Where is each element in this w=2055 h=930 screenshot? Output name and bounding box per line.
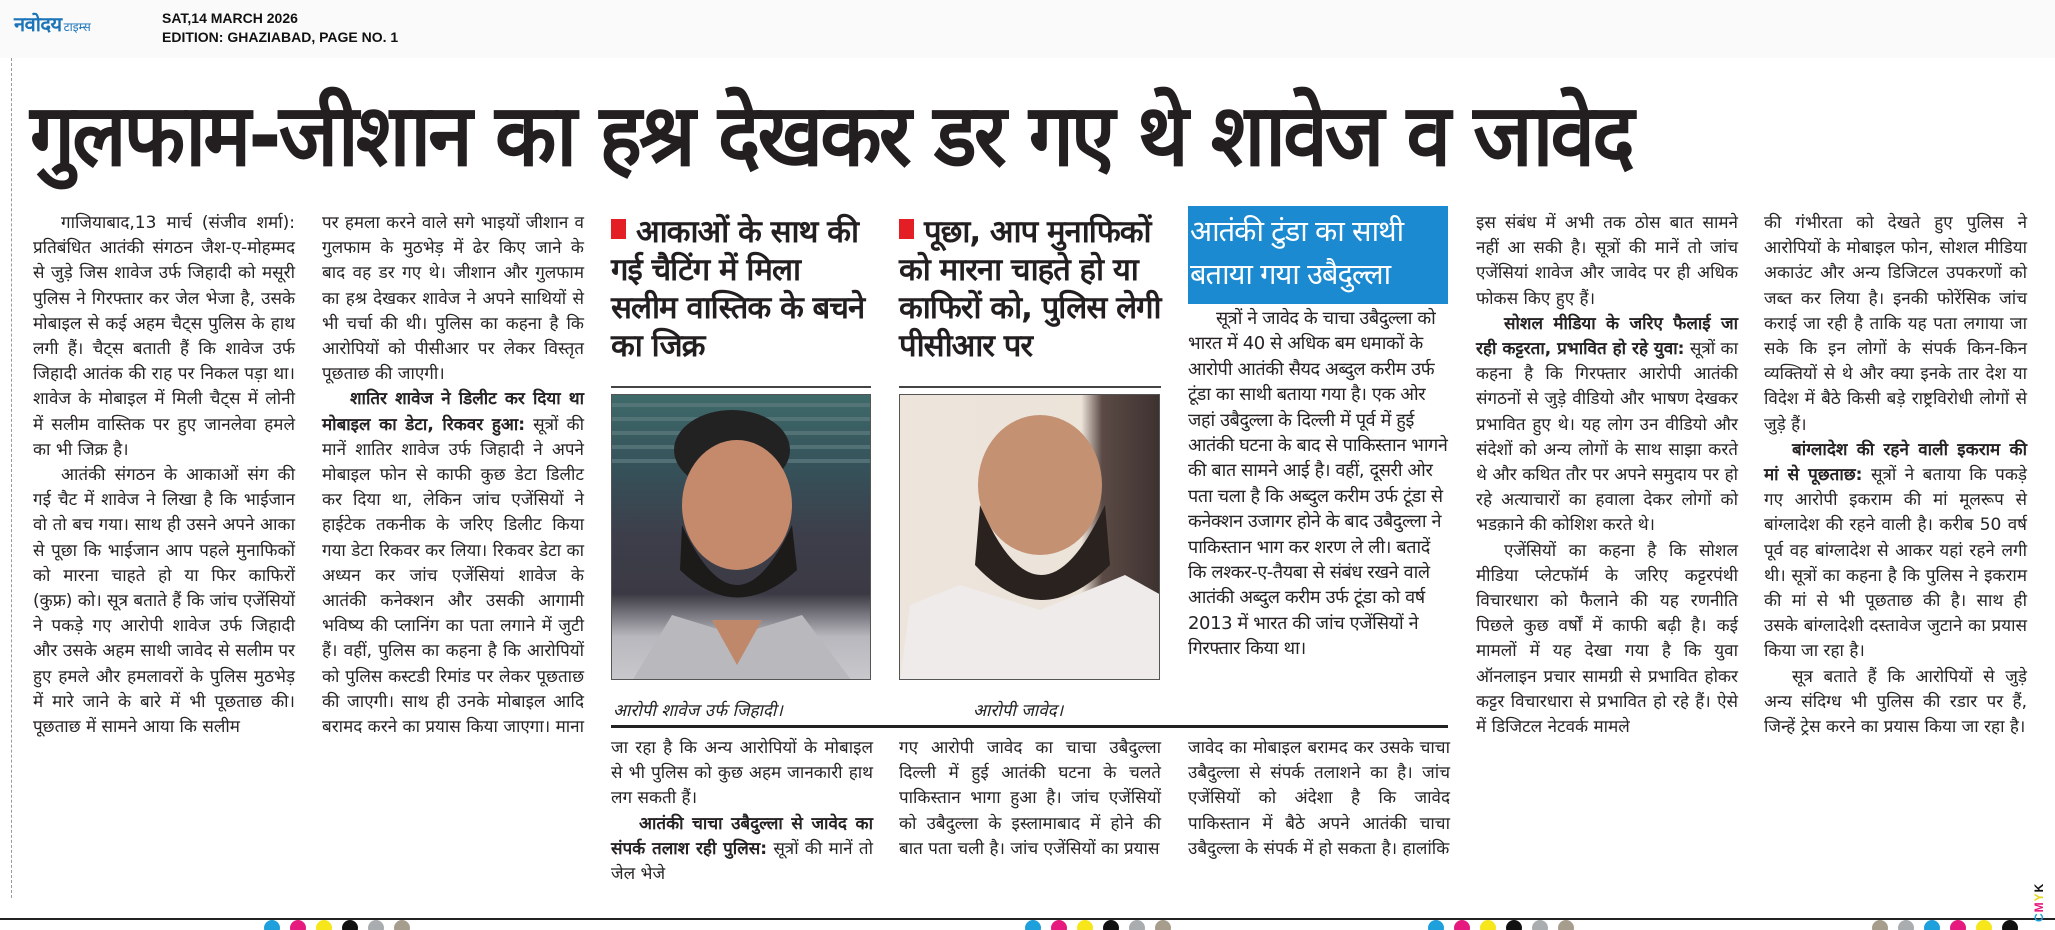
bottom-rule	[0, 918, 2055, 920]
registration-dot-tan	[1558, 920, 1574, 930]
paragraph: सूत्रों का कहना है कि गिरफ्तार आरोपी आतंकी संगठनों से जुड़े वीडियो और भाषण देखकर प्रभावित हुए थे। यह लोग उन वीडियो और संदेशों को अन्य लोगों के साथ साझा करते थे और कथित तौर पर अपने समुदाय पर हो रहे अत्याचारों का हवाला देकर लोगों को भडक़ाने की कोशिश करते थे।	[1476, 339, 1738, 536]
paragraph: इस संबंध में अभी तक ठोस बात सामने नहीं आ सकी है। सूत्रों की मानें तो जांच एजेंसियां शावेज और जावेद पर ही अधिक फोकस किए हुए हैं।	[1476, 213, 1738, 309]
person-photo-icon	[612, 395, 871, 680]
paragraph: सूत्रों की मानें तो जेल भेजे	[611, 838, 873, 885]
paragraph: सूत्र बताते हैं कि आरोपियों से जुड़े अन्य संदिग्ध भी पुलिस की रडार पर हैं, जिन्हें ट्रेस करने का प्रयास किया जा रहा है।	[1764, 666, 2027, 738]
red-square-icon	[899, 219, 914, 239]
registration-dot-gray	[1898, 920, 1914, 930]
paragraph: सूत्रों ने बताया कि पकड़े गए आरोपी इकराम की मां मूलरूप से बांग्लादेश की रहने वाली है। करीब 50 वर्ष पूर्व वह बांग्लादेश से आकर यहां रहने लगी थी। सूत्रों का कहना है कि पुलिस ने इकराम की मां से भी पूछताछ की है। साथ ही उसके बांग्लादेशी दस्तावेज जुटाने का प्रयास किया जा रहा है।	[1764, 465, 2027, 662]
registration-dot-yellow	[1480, 920, 1496, 930]
registration-dot-magenta	[1454, 920, 1470, 930]
photo-caption-shavez: आरोपी शावेज उर्फ जिहादी।	[613, 701, 783, 721]
paragraph: गए आरोपी जावेद का चाचा उबैदुल्ला दिल्ली में हुई आतंकी घटना के चलते पाकिस्तान भागा हुआ है। जांच एजेंसियों को उबैदुल्ला के इस्लामाबाद में होने की बात पता चली है। जांच एजेंसियों का प्रयास	[899, 738, 1161, 859]
article-column-7	[1764, 211, 2027, 740]
inline-subhead: बांग्लादेश की रहने वाली इकराम की मां से पूछताछ:	[1764, 439, 2027, 486]
registration-dot-magenta	[1051, 920, 1067, 930]
paragraph: जा रहा है कि अन्य आरोपियों के मोबाइल से भी पुलिस को कुछ अहम जानकारी हाथ लग सकती हैं।	[611, 738, 873, 809]
edition-info	[162, 9, 398, 47]
registration-dot-magenta	[1950, 920, 1966, 930]
logo-sub: टाइम्स	[63, 20, 91, 34]
subhead-right: पूछा, आप मुनाफिकों को मारना चाहते हो या काफिरों को, पुलिस लेगी पीसीआर पर	[899, 214, 1161, 364]
subhead-left: आकाओं के साथ की गई चैटिंग में मिला सलीम वास्तिक के बचने का जिक्र	[611, 214, 865, 364]
article-column-2	[322, 211, 584, 740]
issue-date: SAT,14 MARCH 2026	[162, 10, 298, 26]
left-dotted-rule	[11, 58, 12, 898]
sidebar-body: सूत्रों ने जावेद के चाचा उबैदुल्ला को भारत में 40 से अधिक बम धमाकों के आरोपी आतंकी सैयद अब्दुल करीम उर्फ टूंडा का साथी बताया गया है। एक ओर जहां उबैदुल्ला के दिल्ली में पूर्व में हुई आतंकी घटना के बाद से पाकिस्तान भागने की बात सामने आई है। वहीं, दूसरी ओर पता चला है कि अब्दुल करीम उर्फ टूंडा से कनेक्शन उजागर होने के बाद उबैदुल्ला ने पाकिस्तान भाग कर शरण ले ली। बतादें कि लश्कर-ए-तैयबा से संबंध रखने वाले आतंकी अब्दुल करीम उर्फ टूंडा को वर्ष 2013 में भारत की जांच एजेंसियों ने गिरफ्तार किया था।	[1188, 308, 1448, 660]
registration-dot-gray	[1532, 920, 1548, 930]
article-column-5	[1188, 736, 1450, 862]
article-column-3	[611, 736, 873, 887]
registration-dot-cyan	[1428, 920, 1444, 930]
photo-shavez	[611, 394, 871, 680]
paragraph: की गंभीरता को देखते हुए पुलिस ने आरोपियों के मोबाइल फोन, सोशल मीडिया अकाउंट और अन्य डिजिटल उपकरणों को जब्त कर लिया है। इनकी फोरेंसिक जांच कराई जा रही है ताकि यह पता लगाया जा सके कि इन लोगों के संपर्क किन-किन व्यक्तियों से थे और क्या इनके तार देश या विदेश में बैठे किसी बड़े राष्ट्रविरोधी लोगों से जुड़े हैं।	[1764, 213, 2027, 435]
registration-dot-cyan	[1025, 920, 1041, 930]
registration-dot-cyan	[1924, 920, 1940, 930]
registration-dot-yellow	[316, 920, 332, 930]
registration-dot-gray	[1129, 920, 1145, 930]
registration-dot-black	[342, 920, 358, 930]
article-column-6	[1476, 211, 1738, 740]
inline-subhead: आतंकी चाचा उबैदुल्ला से जावेद का संपर्क तलाश रही पुलिस:	[611, 813, 873, 859]
sidebar-title-line-2: बताया गया उबैदुल्ला	[1190, 257, 1391, 291]
main-headline: गुलफाम-जीशान का हश्र देखकर डर गए थे शावेज व जावेद	[30, 86, 1632, 186]
registration-dot-yellow	[1976, 920, 1992, 930]
photo-caption-javed: आरोपी जावेद।	[973, 701, 1064, 721]
registration-dot-cyan	[264, 920, 280, 930]
registration-dot-black	[2002, 920, 2018, 930]
registration-dot-magenta	[290, 920, 306, 930]
article-column-1	[33, 211, 295, 740]
paragraph: सूत्रों की मानें शातिर शावेज उर्फ जिहादी ने अपने मोबाइल फोन से काफी कुछ डेटा डिलीट कर दिया था, लेकिन जांच एजेंसियों ने हाईटेक तकनीक के जरिए डिलीट किया गया डेटा रिकवर कर लिया। रिकवर डेटा का अध्यन कर जांच एजेंसियां शावेज के आतंकी कनेक्शन और उसकी आगामी भविष्य की प्लानिंग का पता लगाने में जुटी हैं। वहीं, पुलिस का कहना है कि आरोपियों को पुलिस कस्टडी रिमांड पर लेकर पूछताछ की जाएगी। साथ ही उनके मोबाइल आदि बरामद करने का प्रयास किया जाएगा। माना	[322, 414, 584, 738]
paragraph: आतंकी संगठन के आकाओं संग की गई चैट में शावेज ने लिखा है कि भाईजान वो तो बच गया। साथ ही उसने अपने आका से पूछा कि भाईजान आप पहले मुनाफिकों को मारना चाहते हो या फिर काफिरों (कुफ्र) को। सूत्र बताते हैं कि जांच एजेंसियों ने पकड़े गए आरोपी शावेज उर्फ जिहादी और उसके अहम साथी जावेद से सलीम पर हुए हमले और हमलावरों के पुलिस मुठभेड़ में मारे जाने के बारे में भी पूछताछ की। पूछताछ में सामने आया कि सलीम	[33, 465, 295, 738]
divider	[899, 386, 1161, 388]
red-square-icon	[611, 219, 626, 239]
edition-page: EDITION: GHAZIABAD, PAGE NO. 1	[162, 29, 399, 45]
inline-subhead: शातिर शावेज ने डिलीट कर दिया था मोबाइल का डेटा, रिकवर हुआ:	[322, 389, 584, 435]
registration-dot-tan	[1872, 920, 1888, 930]
dateline-paragraph: गाजियाबाद,13 मार्च (संजीव शर्मा): प्रतिबंधित आतंकी संगठन जैश-ए-मोहम्मद से जुड़े जिस शावेज उर्फ जिहादी को मसूरी पुलिस ने गिरफ्तार कर जेल भेजा है, उसके मोबाइल से कई अहम चैट्स पुलिस के हाथ लगी हैं। चैट्स बताती हैं कि शावेज उर्फ जिहादी आतंक की राह पर निकल पड़ा था। शावेज के मोबाइल में मिली चैट्स में लोनी में सलीम वास्तिक पर हुए जानलेवा हमले का भी जिक्र है।	[33, 213, 295, 460]
logo-main: नवोदय	[14, 12, 62, 36]
registration-dot-black	[1103, 920, 1119, 930]
sidebar-title-line-1: आतंकी टुंडा का साथी	[1190, 214, 1404, 248]
photo-javed	[899, 394, 1160, 680]
registration-dot-tan	[1155, 920, 1171, 930]
cmyk-mark: CMYK	[2032, 882, 2046, 922]
paragraph: जावेद का मोबाइल बरामद कर उसके चाचा उबैदुल्ला से संपर्क तलाशने का है। जांच एजेंसियों को अंदेशा है कि जावेद पाकिस्तान में बैठे अपने आतंकी चाचा उबैदुल्ला के संपर्क में हो सकता है। हालांकि	[1188, 738, 1450, 859]
sidebar-title-box	[1188, 206, 1448, 304]
inline-subhead: सोशल मीडिया के जरिए फैलाई जा रही कट्टरता, प्रभावित हो रहे युवा:	[1476, 313, 1738, 360]
newspaper-logo[interactable]	[14, 10, 91, 37]
divider	[611, 386, 871, 388]
masthead-bar	[0, 0, 2055, 58]
registration-dot-tan	[394, 920, 410, 930]
paragraph: पर हमला करने वाले सगे भाइयों जीशान व गुलफाम के मुठभेड़ में ढेर किए जाने के बाद वह डर गए थे। जीशान और गुलफाम का हश्र देखकर शावेज ने अपने साथियों से भी चर्चा की थी। पुलिस का कहना है कि आरोपियों को पीसीआर पर लेकर विस्तृत पूछताछ की जाएगी।	[322, 213, 584, 385]
article-column-4	[899, 736, 1161, 862]
divider	[611, 725, 1448, 728]
person-photo-icon	[900, 395, 1160, 680]
paragraph: एजेंसियों का कहना है कि सोशल मीडिया प्लेटफॉर्म के जरिए कट्टरपंथी विचारधारा को फैलाने की यह रणनीति पिछले कुछ वर्षों में काफी बढ़ी है। कई मामलों में यह देखा गया है कि युवा ऑनलाइन प्रचार सामग्री से प्रभावित होकर कट्टर विचारधारा से प्रभावित हो रहे हैं। ऐसे में डिजिटल नेटवर्क मामले	[1476, 540, 1738, 738]
registration-dot-gray	[368, 920, 384, 930]
registration-dot-black	[1506, 920, 1522, 930]
registration-dot-yellow	[1077, 920, 1093, 930]
